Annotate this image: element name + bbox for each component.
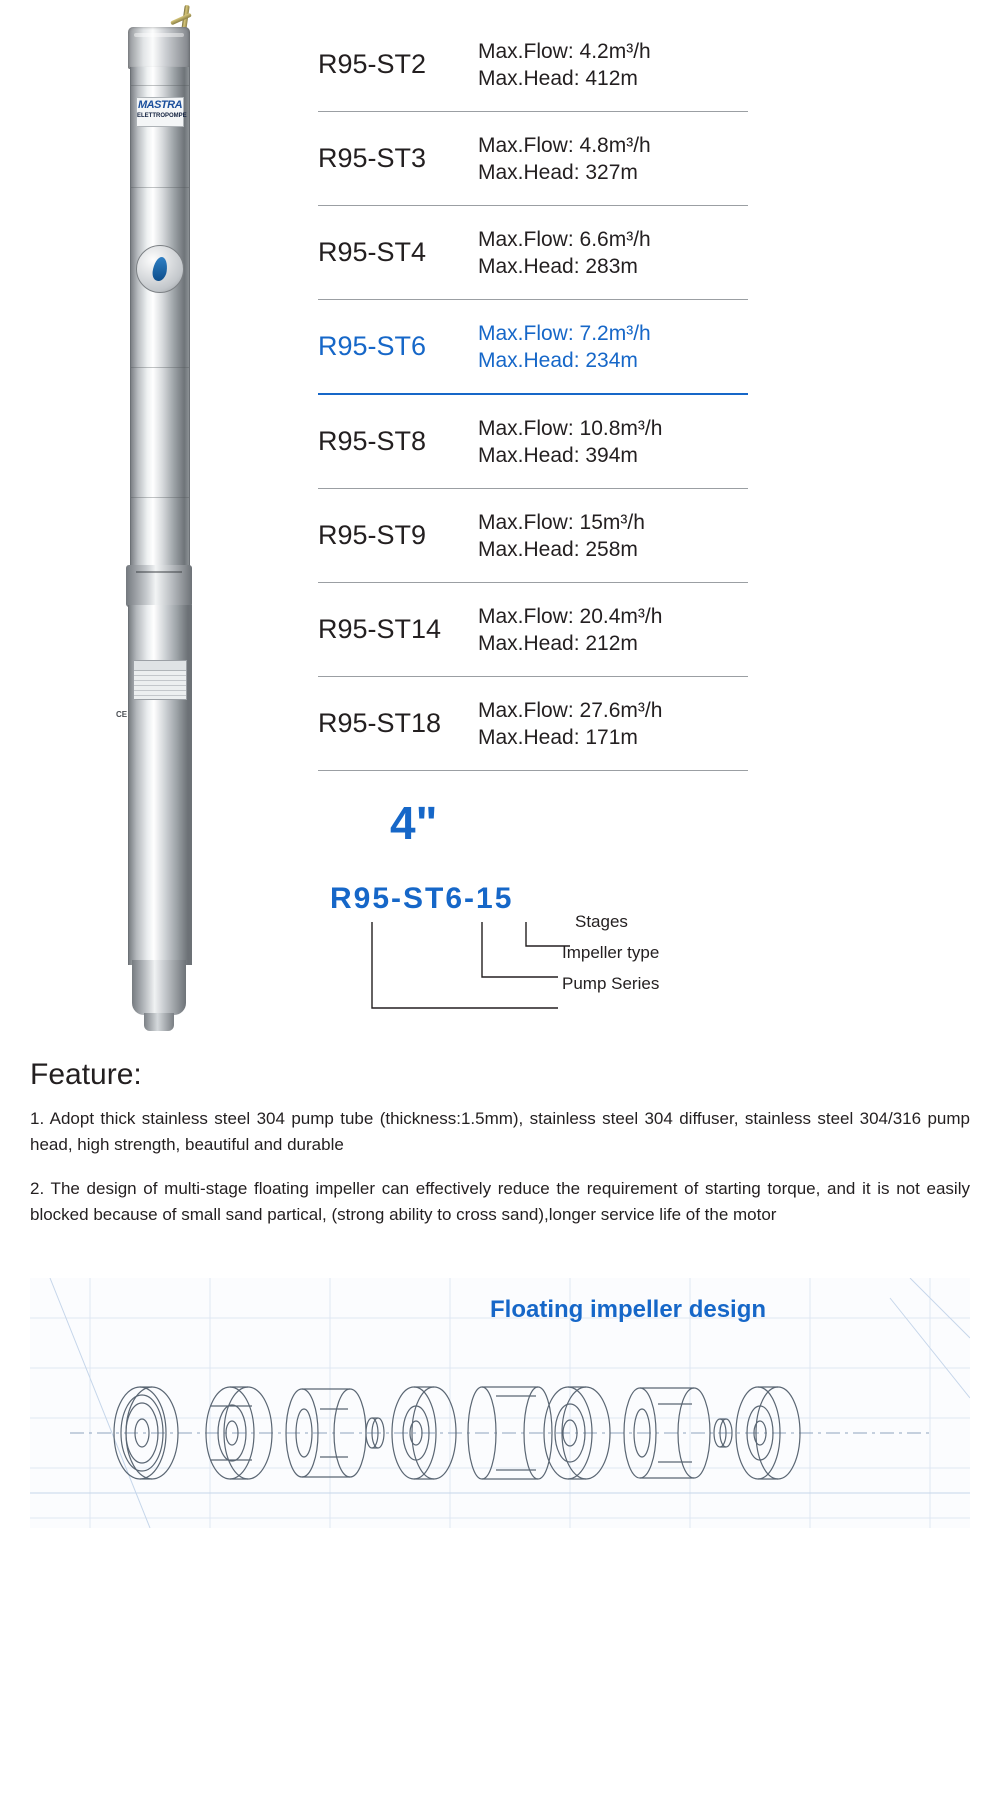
max-flow: Max.Flow: 27.6m³/h — [478, 698, 663, 722]
max-head: Max.Head: 327m — [478, 160, 638, 184]
model-spec-table — [318, 18, 748, 771]
brand-label — [136, 97, 187, 127]
model-name: R95-ST2 — [318, 49, 427, 79]
model-name: R95-ST18 — [318, 708, 442, 738]
pump-size-label: 4" — [390, 797, 438, 849]
model-specs — [478, 226, 651, 280]
max-head: Max.Head: 394m — [478, 443, 638, 467]
model-specs — [478, 697, 662, 751]
water-swirl-icon — [151, 257, 168, 281]
max-flow: Max.Flow: 6.6m³/h — [478, 227, 651, 251]
model-specs — [478, 415, 662, 469]
brand-logo-emblem — [136, 245, 184, 293]
model-specs — [478, 320, 651, 374]
model-name: R95-ST6 — [318, 331, 427, 361]
table-row[interactable] — [318, 18, 748, 112]
max-flow: Max.Flow: 20.4m³/h — [478, 604, 663, 628]
pump-discharge-head — [128, 27, 190, 69]
model-name: R95-ST9 — [318, 520, 427, 550]
ce-mark: CE — [116, 710, 128, 719]
pump-body-tube — [130, 67, 190, 587]
table-row[interactable] — [318, 583, 748, 677]
max-head: Max.Head: 283m — [478, 254, 638, 278]
model-specs — [478, 603, 662, 657]
table-row[interactable] — [318, 112, 748, 206]
max-head: Max.Head: 234m — [478, 348, 638, 372]
model-name: R95-ST4 — [318, 237, 427, 267]
motor-end-cap — [144, 1013, 174, 1031]
max-flow: Max.Flow: 15m³/h — [478, 510, 645, 534]
model-specs — [478, 509, 645, 563]
table-row[interactable] — [318, 677, 748, 771]
power-cable-lead — [170, 13, 192, 26]
max-flow: Max.Flow: 7.2m³/h — [478, 321, 651, 345]
blueprint-section — [30, 1278, 970, 1528]
max-head: Max.Head: 171m — [478, 725, 638, 749]
legend-label-impeller: Impeller type — [562, 943, 660, 962]
legend-leader-lines — [330, 920, 750, 1040]
max-head: Max.Head: 258m — [478, 537, 638, 561]
model-name: R95-ST3 — [318, 143, 427, 173]
brand-subtitle: ELETTROPOMPE — [137, 113, 187, 119]
feature-item-2: 2. The design of multi-stage floating impeller can effectively reduce the requirement of starting torque, and it is not easily blocked because of small sand partical, (strong ability to cross sand),longer service life of the motor — [30, 1179, 970, 1224]
max-flow: Max.Flow: 4.2m³/h — [478, 39, 651, 63]
model-specs — [478, 38, 651, 92]
legend-label-stages: Stages — [575, 912, 628, 931]
max-head: Max.Head: 412m — [478, 66, 638, 90]
feature-title: Feature: — [30, 1058, 142, 1091]
max-head: Max.Head: 212m — [478, 631, 638, 655]
model-name: R95-ST8 — [318, 426, 427, 456]
model-specs — [478, 132, 651, 186]
table-row[interactable] — [318, 206, 748, 300]
blueprint-title: Floating impeller design — [490, 1296, 767, 1323]
brand-name: MASTRA — [137, 99, 183, 111]
max-flow: Max.Flow: 4.8m³/h — [478, 133, 651, 157]
table-row[interactable] — [318, 489, 748, 583]
pump-motor-coupling — [126, 565, 192, 607]
motor-nameplate — [133, 660, 187, 700]
max-flow: Max.Flow: 10.8m³/h — [478, 416, 663, 440]
model-code: R95-ST6-15 — [330, 882, 514, 915]
motor-housing — [128, 605, 192, 965]
table-row-selected[interactable] — [318, 300, 748, 395]
feature-section — [0, 1058, 1000, 1246]
legend-label-series: Pump Series — [562, 974, 660, 993]
model-name: R95-ST14 — [318, 614, 442, 644]
model-code-legend — [330, 912, 750, 1040]
motor-bottom-cone — [132, 960, 186, 1015]
submersible-pump-image — [110, 5, 215, 1040]
table-row[interactable] — [318, 395, 748, 489]
feature-item-1: 1. Adopt thick stainless steel 304 pump tube (thickness:1.5mm), stainless steel 304 diffuser, stainless steel 304/316 pump head, high strength, beautiful and durable — [30, 1109, 970, 1154]
